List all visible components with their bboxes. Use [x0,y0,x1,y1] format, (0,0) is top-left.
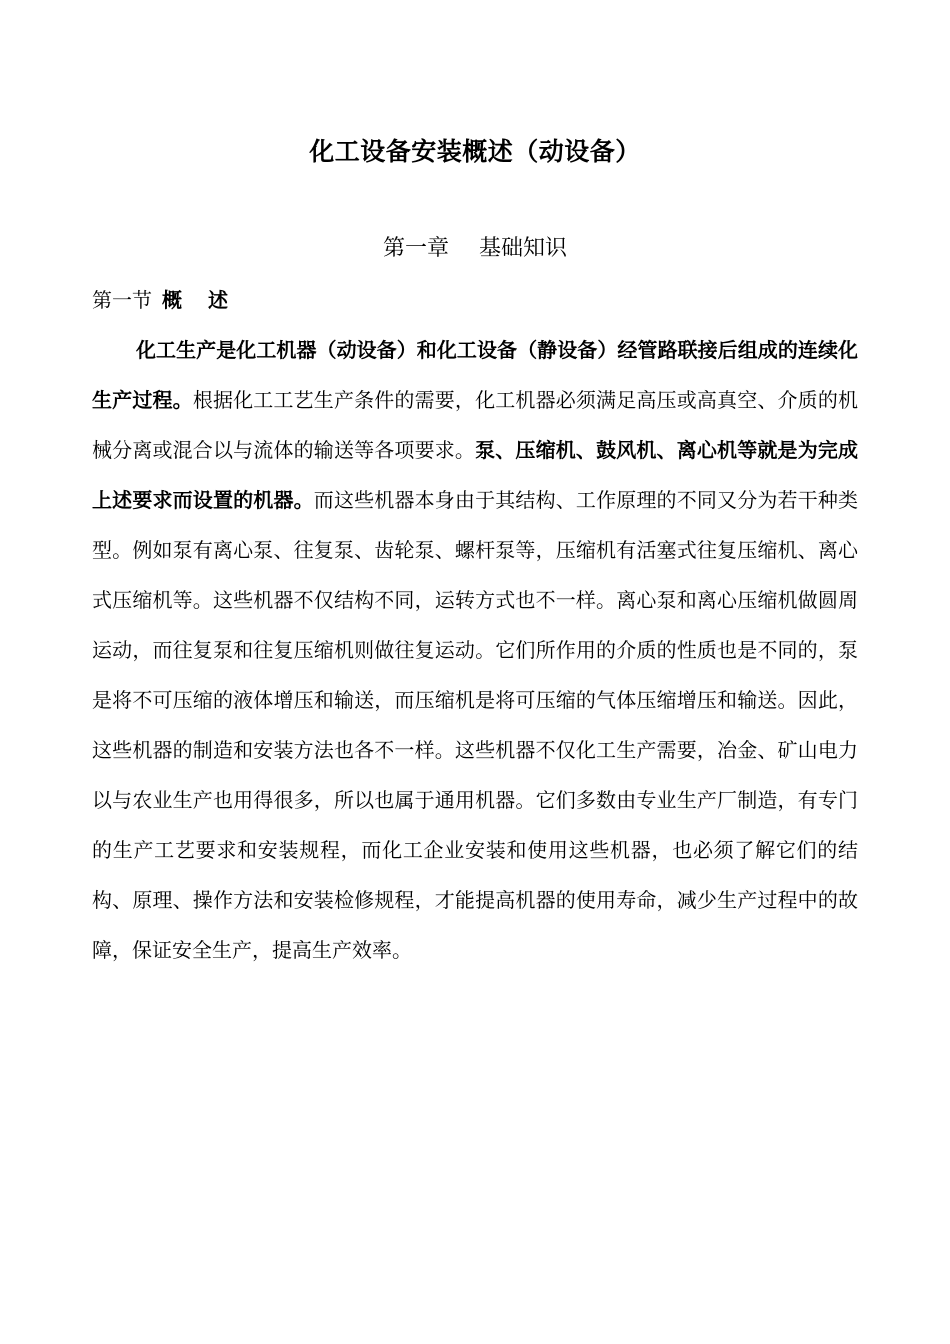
section-name-part2: 述 [208,288,228,312]
chapter-heading [0,231,950,267]
bold-sentence-1: 化工生产是化工机器（动设备）和化工设备（静设备）经管路联接后组成的连续化生产过程。 [92,338,858,412]
body-text-2: 而这些机器本身由于其结构、工作原理的不同又分为若干种类型。例如泵有离心泵、往复泵、齿轮泵、螺杆泵等，压缩机有活塞式往复压缩机、离心式压缩机等。这些机器不仅结构不同，运转方式也不一样。离心泵和离心压缩机做圆周运动，而往复泵和往复压缩机则做往复运动。它们所作用的介质的性质也是不同的，泵是将不可压缩的液体增压和输送，而压缩机是将可压缩的气体压缩增压和输送。因此，这些机器的制造和安装方法也各不一样。这些机器不仅化工生产需要，冶金、矿山电力以与农业生产也用得很多，所以也属于通用机器。它们多数由专业生产厂制造，有专门的生产工艺要求和安装规程，而化工企业安装和使用这些机器，也必须了解它们的结构、原理、操作方法和安装检修规程，才能提高机器的使用寿命，减少生产过程中的故障，保证安全生产，提高生产效率。 [92,488,859,962]
body-text-1: 根据化工工艺生产条件的需要，化工机器必须满足高压或高真空、介质的机械分离或混合以与流体的输送等各项要求。 [92,388,859,462]
chapter-name: 基础知识 [479,236,568,261]
section-name-part1: 概 [162,288,182,312]
section-name [162,288,228,312]
chapter-number: 第一章 [382,236,449,261]
bold-sentence-2: 泵、压缩机、鼓风机、离心机等就是为完成上述要求而设置的机器。 [92,438,859,512]
section-heading [92,284,228,316]
section-number: 第一节 [92,288,152,312]
body-paragraph [92,325,858,975]
document-title: 化工设备安装概述（动设备） [309,137,641,166]
